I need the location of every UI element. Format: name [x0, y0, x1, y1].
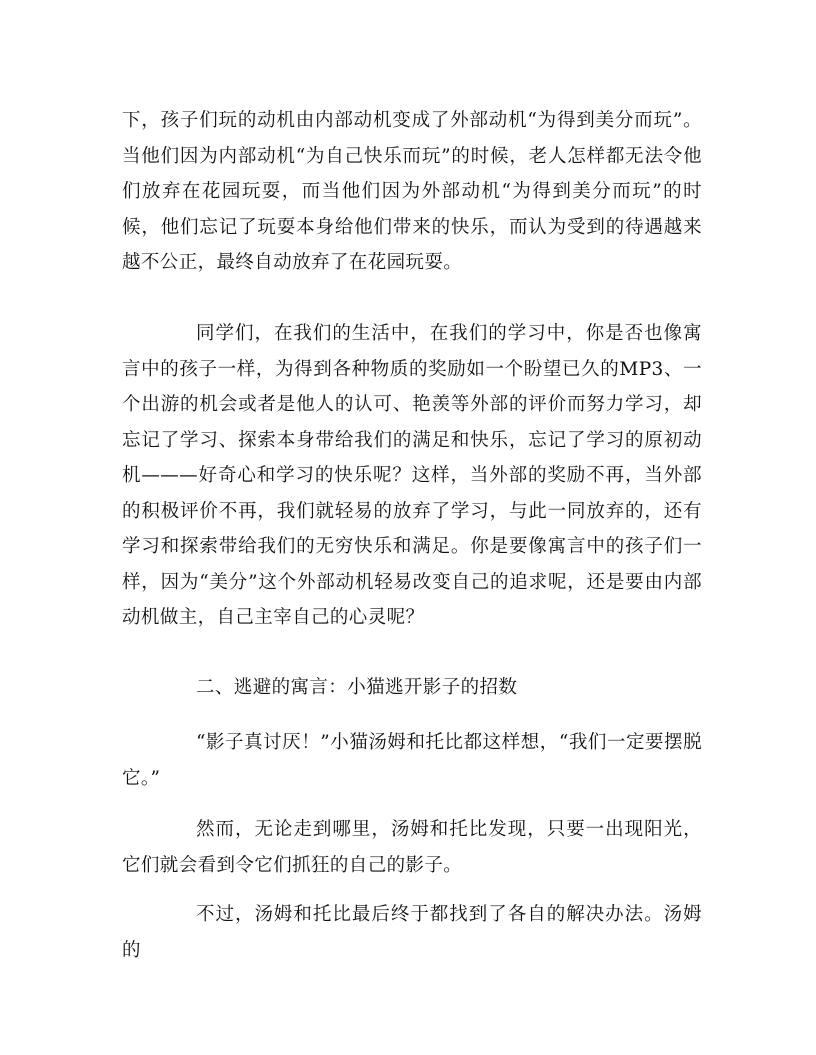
paragraph-students: 同学们，在我们的生活中，在我们的学习中，你是否也像寓言中的孩子一样，为得到各种物质的奖励如一个盼望已久的MP3、一个出游的机会或者是他人的认可、艳羡等外部的评价而努力学习，却忘记了学习、探索本身带给我们的满足和快乐，忘记了学习的原初动机———好奇心和学习的快乐呢？这样，当外部的奖励不再，当外部的积极评价不再，我们就轻易的放弃了学习，与此一同放弃的，还有学习和探索带给我们的无穷快乐和满足。你是要像寓言中的孩子们一样，因为“美分”这个外部动机轻易改变自己的追求呢，还是要由内部动机做主，自己主宰自己的心灵呢？ [122, 323, 702, 628]
section-heading: 二、逃避的寓言：小猫逃开影子的招数 [196, 677, 518, 698]
paragraph-shadow-quote: “影子真讨厌！”小猫汤姆和托比都这样想，“我们一定要摆脱它。” [122, 732, 702, 789]
paragraph-however: 然而，无论走到哪里，汤姆和托比发现，只要一出现阳光，它们就会看到令它们抓狂的自己的影子。 [122, 819, 702, 876]
paragraph-solution: 不过，汤姆和托比最后终于都找到了各自的解决办法。汤姆的 [122, 904, 702, 961]
paragraph-continuation: 下，孩子们玩的动机由内部动机变成了外部动机“为得到美分而玩”。当他们因为内部动机“为自己快乐而玩”的时候，老人怎样都无法令他们放弃在花园玩耍，而当他们因为外部动机“为得到美分而玩”的时候，他们忘记了玩耍本身给他们带来的快乐，而认为受到的待遇越来越不公正，最终自动放弃了在花园玩耍。 [122, 110, 702, 273]
